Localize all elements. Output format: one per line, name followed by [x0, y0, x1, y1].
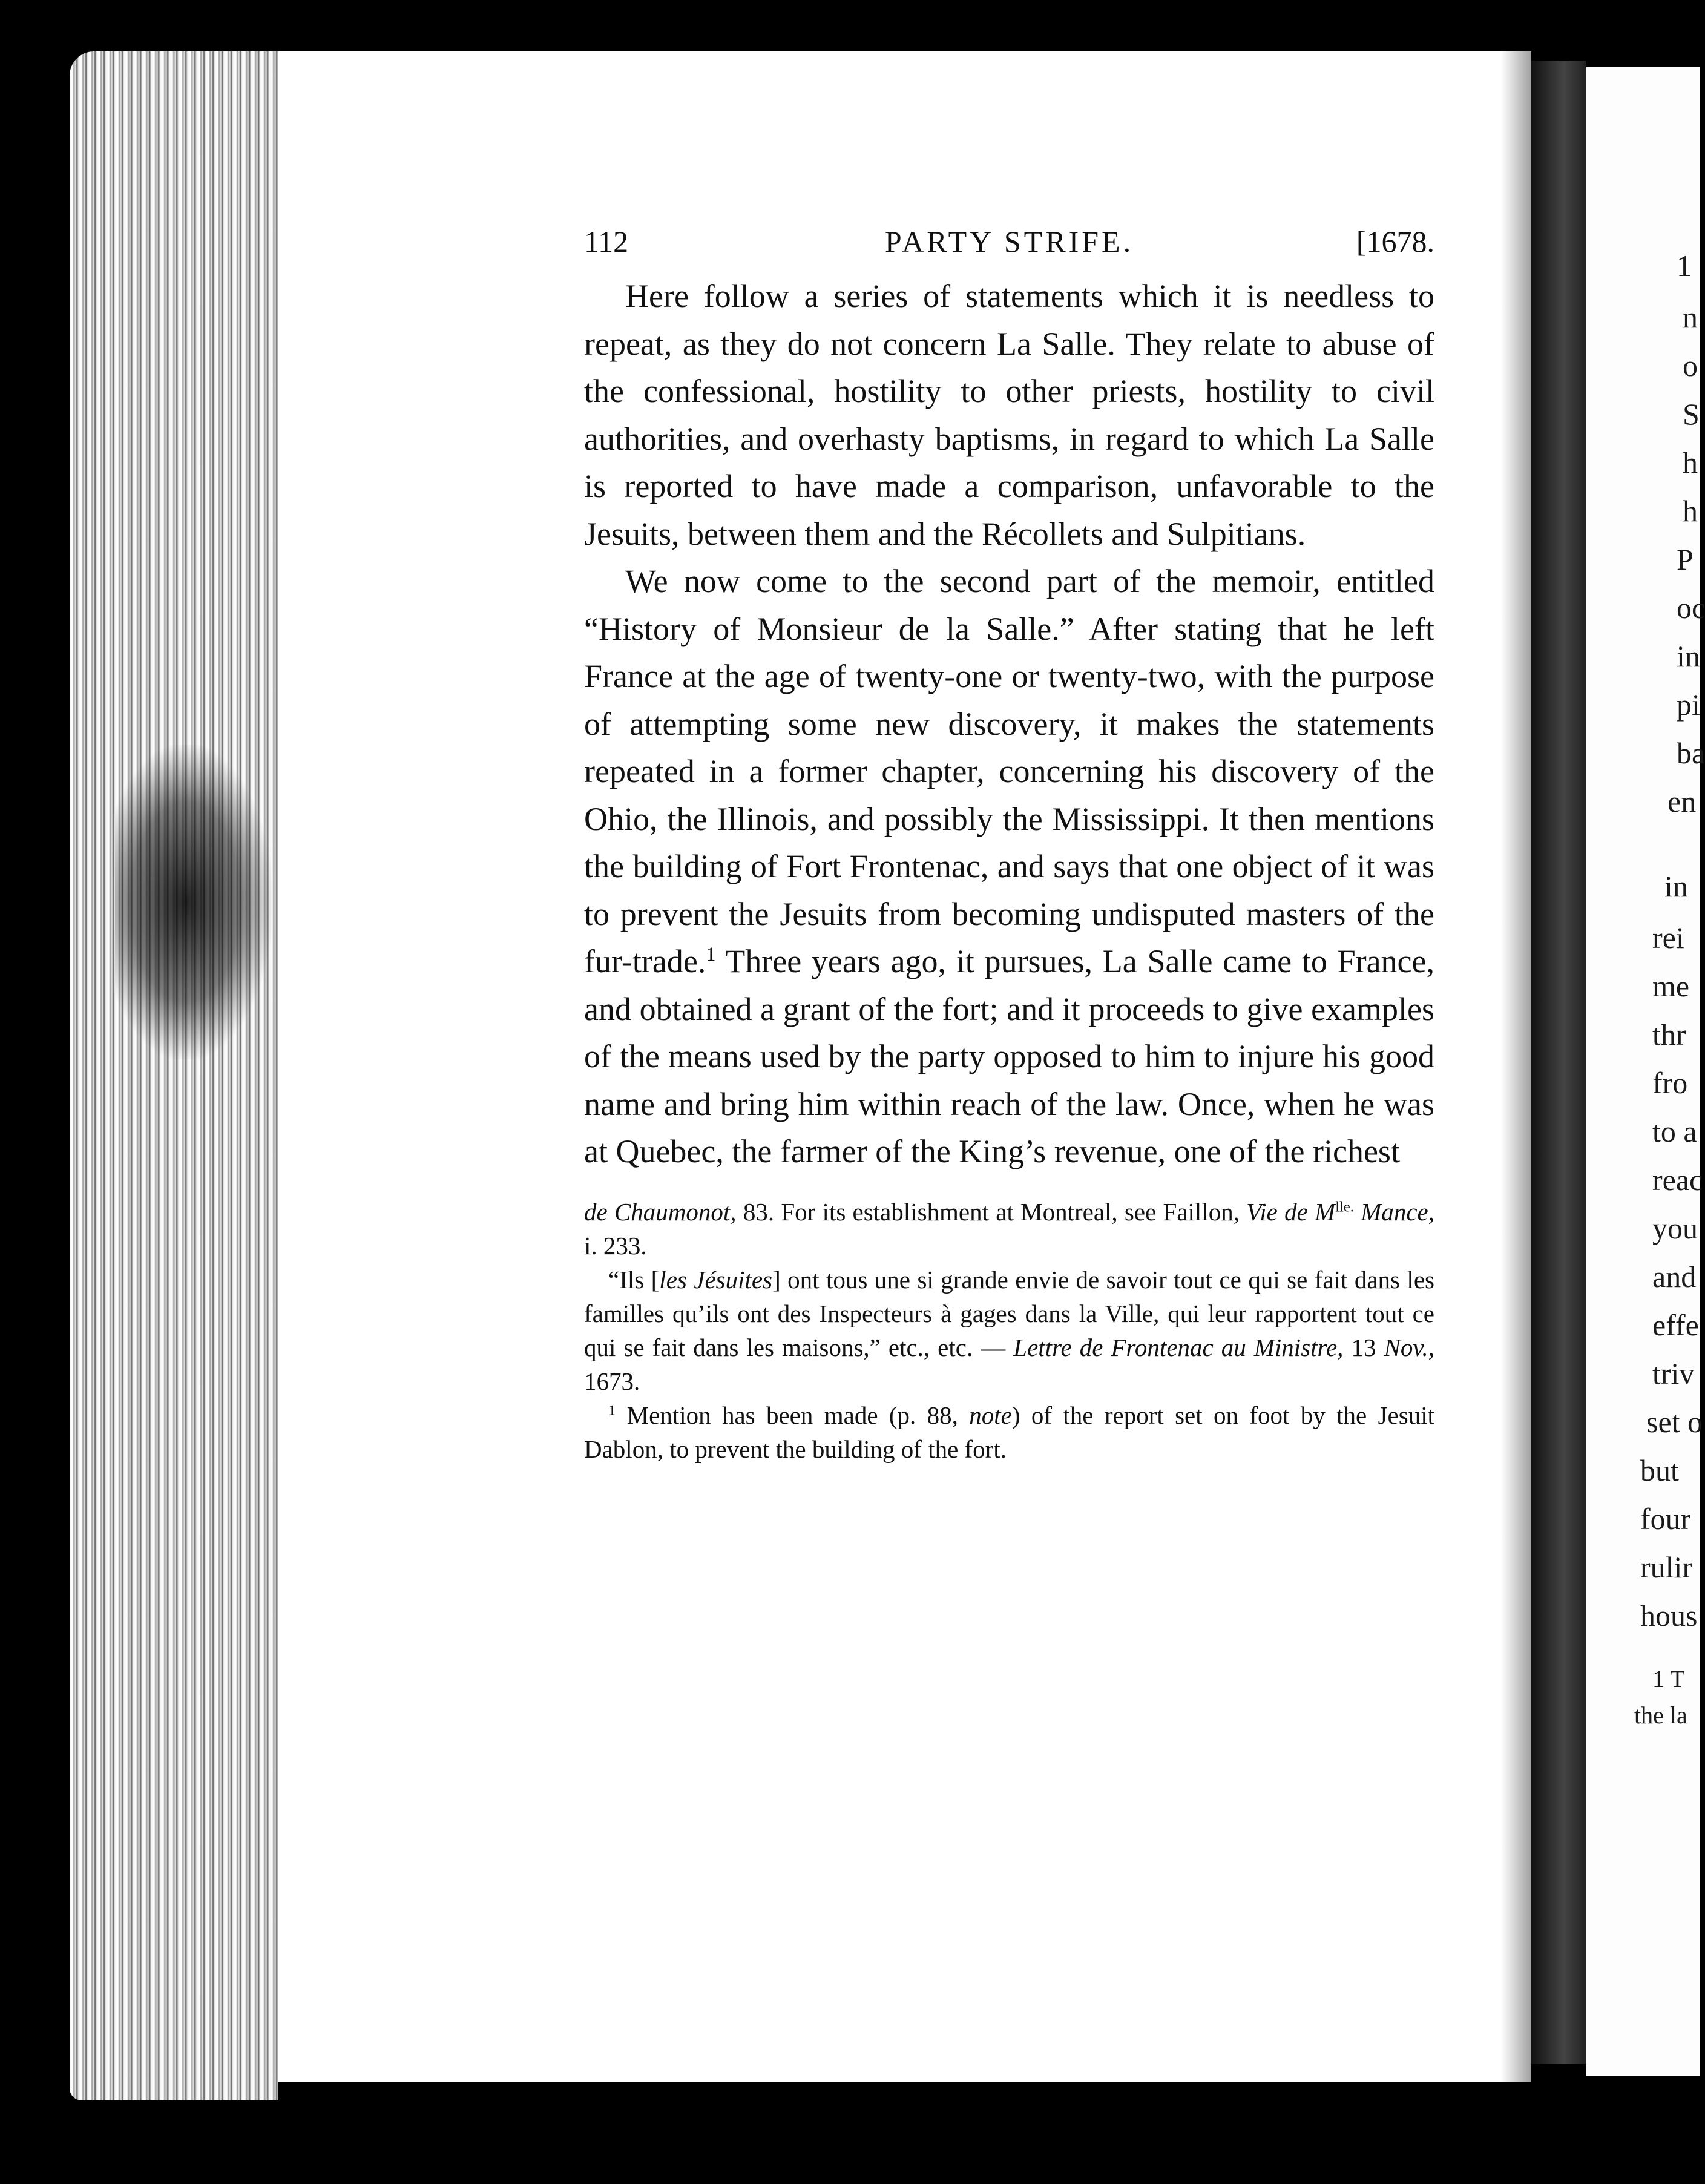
paragraph [584, 558, 1434, 1176]
facing-fragment: rei [1652, 921, 1684, 955]
facing-fragment: reac [1652, 1163, 1703, 1197]
page-edges [70, 51, 278, 2100]
facing-fragment: to a [1652, 1114, 1697, 1148]
facing-fragment: en [1667, 784, 1697, 818]
facing-fragment: but [1640, 1453, 1679, 1487]
facing-fragment: thr [1652, 1018, 1686, 1051]
facing-fragment: hous [1640, 1599, 1698, 1633]
facing-fragment: the la [1634, 1702, 1687, 1729]
footnote-continued: de Chaumonot, 83. For its establishment at Montreal, see Faillon, Vie de $M^{lle.}$ Mance, i. 233. [584, 1197, 1434, 1260]
paragraph [584, 272, 1434, 558]
footnote-marker: 1 [608, 1401, 616, 1418]
footnote-quote: “Ils [les Jésuites] ont tous une si grande envie de savoir tout ce qui se fait dans les familles qu’ils ont des Inspecteurs à gages dans la Ville, qui leur rapportent tout ce qui se fait dans les maisons,” etc., etc. — Lettre de Frontenac au Ministre, 13 Nov., 1673. [584, 1265, 1435, 1395]
facing-page [1586, 67, 1705, 2076]
page-number: 112 [584, 225, 629, 258]
facing-fragment: fro [1652, 1066, 1688, 1100]
running-year: [1678. [1356, 225, 1434, 258]
facing-fragment: four [1640, 1502, 1691, 1536]
facing-fragment: you [1652, 1211, 1698, 1245]
book-gutter [1531, 61, 1586, 2064]
facing-fragment: pi [1677, 688, 1700, 722]
footnotes [584, 1195, 1434, 1466]
facing-fragment: S [1683, 397, 1700, 431]
facing-fragment: oc [1677, 591, 1705, 625]
facing-fragment: n [1683, 300, 1698, 334]
facing-fragment: o [1683, 349, 1698, 383]
paragraph-text: We now come to the second part of the memoir, entitled “History of Monsieur de la Salle.” After stating that he left France at the age of twenty-one or twenty-two, with the purpose of attempting some new discovery, it makes the statements repeated in a former chapter, concerning his discovery of the Ohio, the Illinois, and possibly the Mississippi. It then mentions the building of Fort Frontenac, and says that one object of it was to prevent the Jesuits from becoming undisputed masters of the fur-trade. [584, 563, 1434, 979]
facing-fragment: in [1677, 639, 1700, 673]
facing-fragment: ba [1677, 736, 1705, 770]
facing-fragment: h [1683, 446, 1698, 479]
facing-fragment: P [1677, 542, 1694, 576]
facing-fragment: 1 [1677, 249, 1692, 283]
facing-fragment: and [1652, 1260, 1697, 1294]
page-content [584, 224, 1434, 1466]
facing-fragment: me [1652, 969, 1690, 1003]
facing-fragment: effe [1652, 1308, 1699, 1342]
facing-fragment: set o [1646, 1405, 1703, 1439]
facing-fragment: triv [1652, 1357, 1695, 1390]
page-shadow [1501, 51, 1531, 2082]
running-title: PARTY STRIFE. [884, 225, 1134, 258]
facing-fragment: in [1664, 869, 1688, 903]
paragraph-text: Here follow a series of statements which it is needless to repeat, as they do not concern La Salle. They relate to abuse of the confessional, hostility to other priests, hostility to civil authorities, and overhasty baptisms, in regard to which La Salle is reported to have made a comparison, unfavorable to the Jesuits, between them and the Récollets and Sulpitians. [584, 278, 1434, 552]
facing-fragment: 1 T [1652, 1665, 1685, 1692]
running-head [584, 224, 1434, 272]
footnote-1: $^1$ Mention has been made (p. 88, note) of the report set on foot by the Jesuit Dablon, to prevent the building of the fort. [584, 1401, 1434, 1463]
paragraph-text: Three years ago, it pursues, La Salle came to France, and obtained a grant of the fort; and it proceeds to give examples of the means used by the party opposed to him to injure his good name and bring him within reach of the law. Once, when he was at Quebec, the farmer of the King’s revenue, one of the richest [584, 943, 1434, 1169]
edge-stain [115, 745, 272, 1059]
facing-fragment: h [1683, 494, 1698, 528]
facing-fragment: rulir [1640, 1550, 1693, 1584]
footnote-marker: 1 [706, 944, 716, 965]
